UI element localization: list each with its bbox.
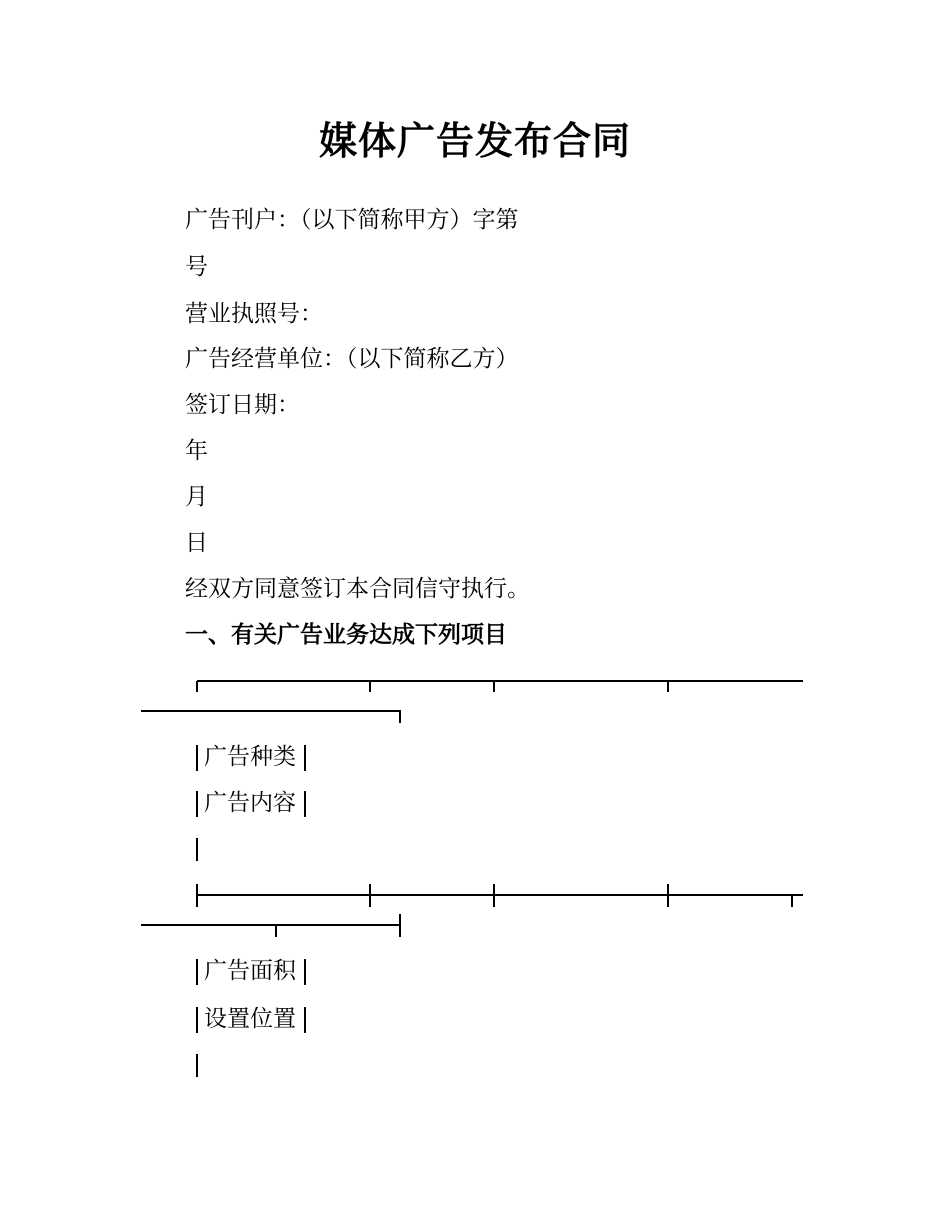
table-mid-border — [197, 884, 803, 907]
table-top-border — [197, 681, 803, 692]
table-row — [185, 1004, 312, 1034]
ad-area-label: 广告面积 — [204, 958, 296, 984]
placement-label: 设置位置 — [204, 1006, 296, 1032]
document-title: 媒体广告发布合同 — [318, 119, 631, 163]
cell-divider — [304, 959, 306, 985]
table-row — [185, 742, 312, 772]
cell-divider — [196, 791, 198, 817]
ad-type-label: 广告种类 — [204, 744, 296, 770]
table-top-border-wrap — [141, 711, 400, 723]
cell-divider — [304, 791, 306, 817]
cell-divider — [196, 959, 198, 985]
agreement-line: 经双方同意签订本合同信守执行。 — [185, 576, 530, 602]
table-row — [185, 956, 312, 986]
cell-divider — [196, 1007, 198, 1033]
party-a-line: 广告刊户：（以下简称甲方）字第 — [185, 207, 519, 233]
party-b-line: 广告经营单位：（以下简称乙方） — [185, 346, 519, 372]
business-license-line: 营业执照号： — [185, 301, 323, 327]
ad-content-label: 广告内容 — [204, 790, 296, 816]
table-mid-border-wrap — [141, 914, 400, 937]
month-line: 月 — [185, 484, 208, 510]
number-line: 号 — [185, 254, 208, 280]
cell-divider — [304, 1007, 306, 1033]
table-row — [185, 788, 312, 818]
cell-divider — [196, 745, 198, 771]
year-line: 年 — [185, 438, 208, 464]
day-line: 日 — [185, 530, 208, 556]
cell-divider — [304, 745, 306, 771]
section-heading: 一、有关广告业务达成下列项目 — [185, 622, 507, 648]
sign-date-line: 签订日期： — [185, 392, 300, 418]
